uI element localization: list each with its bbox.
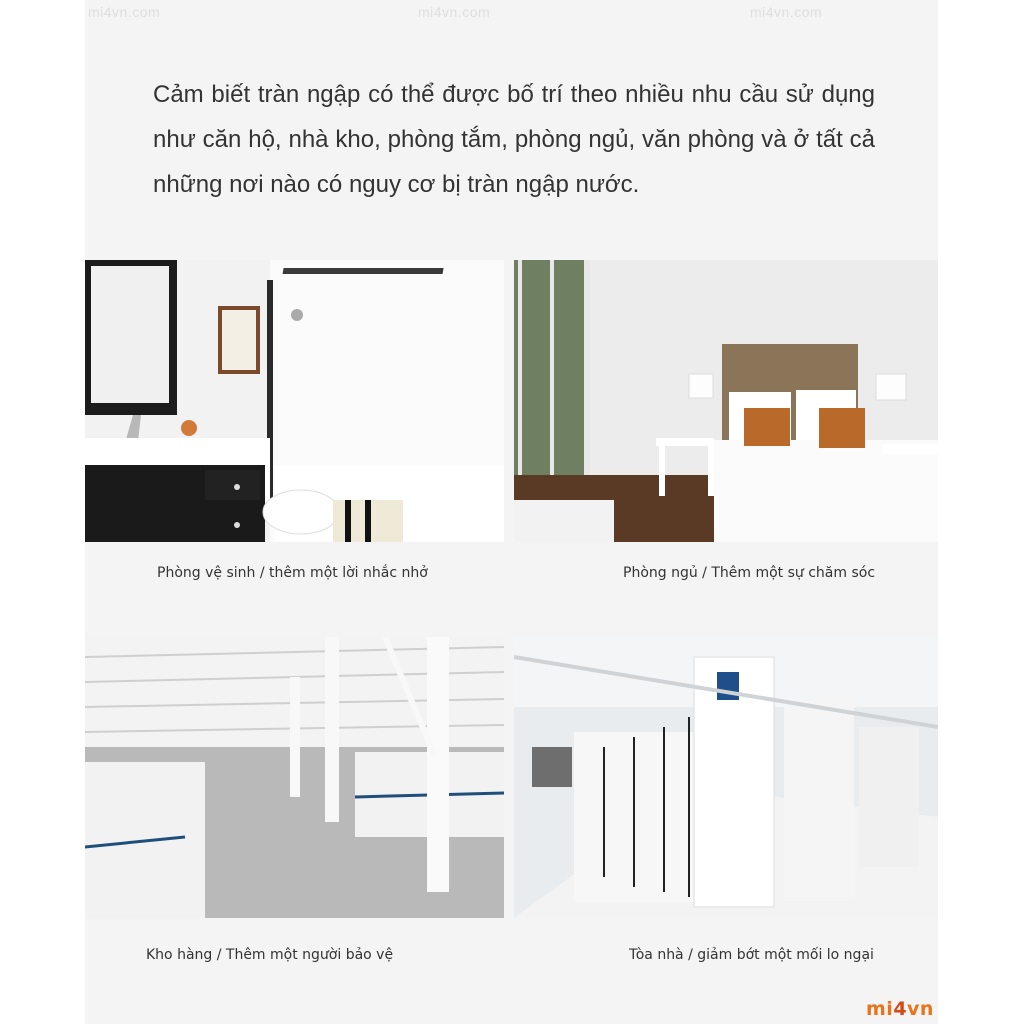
datacenter-photo <box>514 637 938 918</box>
brand-logo: mi4vn <box>866 998 934 1020</box>
warehouse-caption: Kho hàng / Thêm một người bảo vệ <box>146 947 394 963</box>
building-caption: Tòa nhà / giảm bớt một mối lo ngại <box>629 947 874 963</box>
intro-paragraph: Cảm biết tràn ngập có thể được bố trí theo nhiều nhu cầu sử dụng như căn hộ, nhà kho, phòng tắm, phòng ngủ, văn phòng và ở tất cả những nơi nào có nguy cơ bị tràn ngập nước. <box>153 81 875 198</box>
bathroom-caption: Phòng vệ sinh / thêm một lời nhắc nhở <box>157 565 428 581</box>
warehouse-photo <box>85 637 504 918</box>
watermark: mi4vn.com <box>418 4 491 20</box>
bedroom-photo <box>514 260 938 542</box>
watermark: mi4vn.com <box>750 4 823 20</box>
bedroom-caption: Phòng ngủ / Thêm một sự chăm sóc <box>623 565 876 581</box>
watermark: mi4vn.com <box>88 4 161 20</box>
bathroom-photo <box>85 260 504 542</box>
